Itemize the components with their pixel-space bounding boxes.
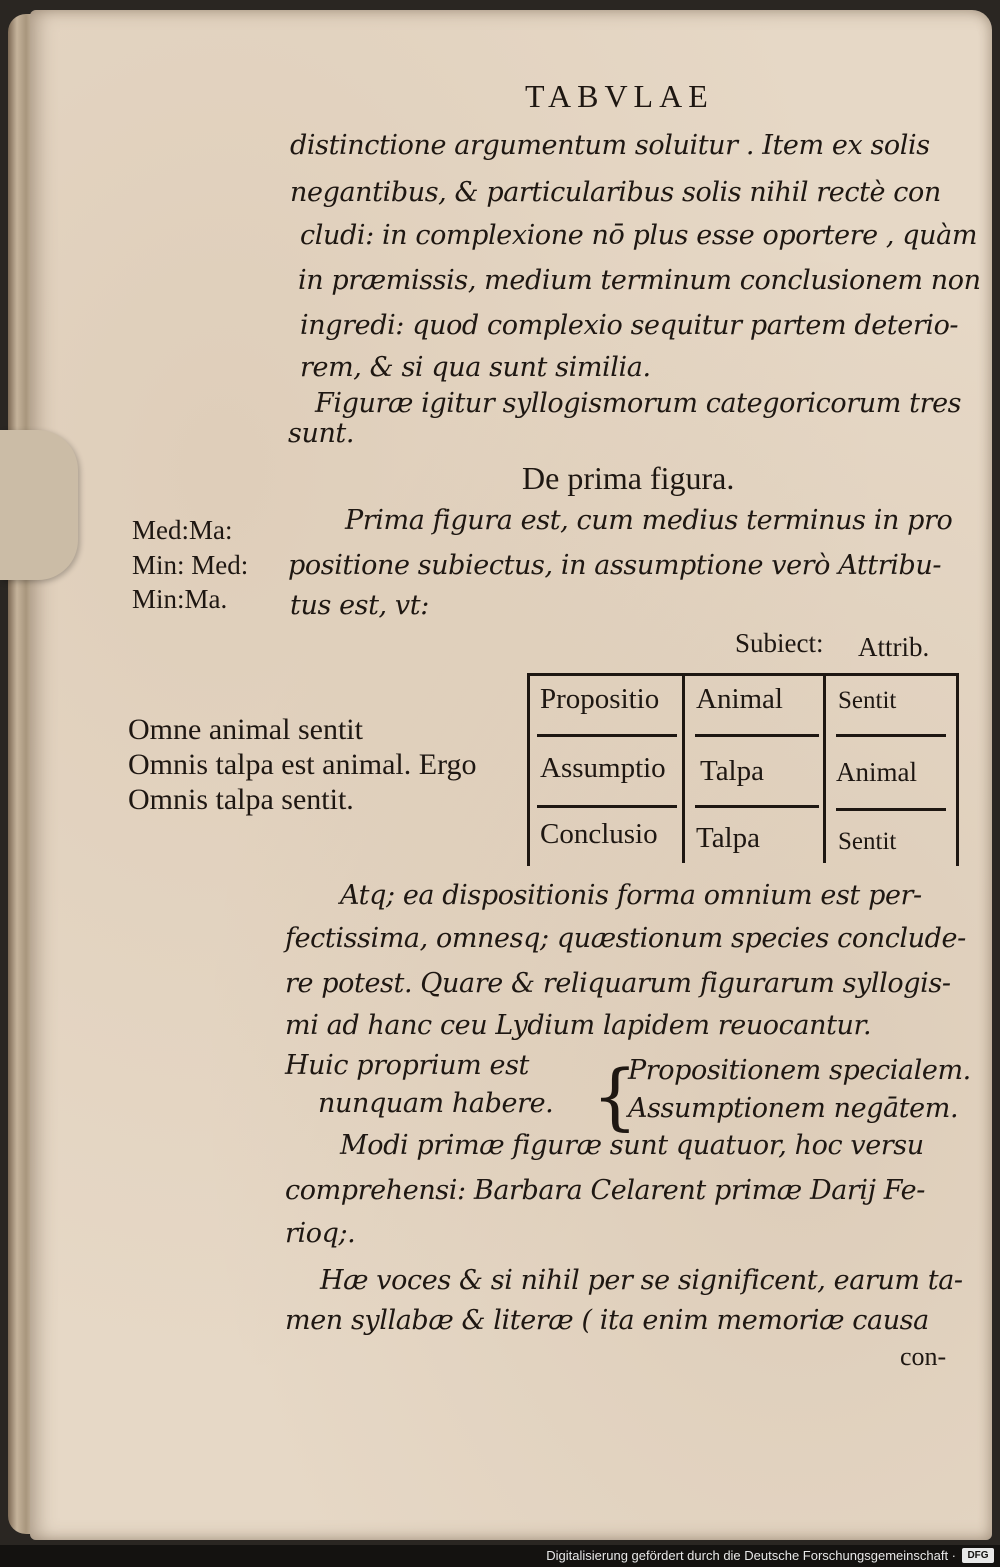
table-rule	[836, 808, 946, 811]
table-rule	[537, 805, 677, 808]
proprium-line: Propositionem specialem.	[628, 1055, 971, 1086]
body-line: ingredi: quod complexio sequitur partem deterio-	[300, 310, 959, 341]
table-cell: Animal	[836, 757, 917, 787]
table-cell: Animal	[696, 683, 783, 715]
body-line: distinctione argumentum soluitur . Item ex solis	[290, 130, 930, 161]
running-head: TABVLAE	[525, 78, 714, 114]
margin-note: Med:Ma:	[132, 515, 233, 545]
body-line: comprehensi: Barbara Celarent primæ Darij Fe-	[285, 1175, 925, 1206]
example-line: Omnis talpa est animal. Ergo	[128, 748, 477, 781]
definition-line: positione subiectus, in assumptione verò Attribu-	[288, 550, 942, 581]
table-rule	[695, 734, 819, 737]
definition-line: Prima figura est, cum medius terminus in pro	[345, 505, 953, 536]
table-divider	[823, 673, 826, 863]
page-clasp	[0, 430, 78, 580]
body-line: Hæ voces & si nihil per se significent, earum ta-	[320, 1265, 963, 1296]
margin-note: Min: Med:	[132, 550, 249, 580]
proprium-line: Assumptionem negātem.	[628, 1093, 959, 1124]
body-line: fectissima, omnesq; quæstionum species conclude-	[285, 923, 966, 954]
example-line: Omne animal sentit	[128, 713, 363, 746]
body-line: cludi: in complexione nō plus esse oportere , quàm	[300, 220, 978, 251]
body-line: Figuræ igitur syllogismorum categoricorum tres	[315, 388, 962, 419]
footer-bar	[0, 1545, 1000, 1567]
table-cell: Sentit	[838, 687, 897, 714]
body-line: re potest. Quare & reliquarum figurarum syllogis-	[285, 968, 951, 999]
proprium-line: Huic proprium est	[285, 1050, 530, 1081]
footer-credit: Digitalisierung gefördert durch die Deutsche Forschungsgemeinschaft ·	[546, 1548, 956, 1563]
table-divider	[682, 673, 685, 863]
table-cell: Propositio	[540, 683, 660, 715]
body-line: in præmissis, medium terminum conclusionem non	[298, 265, 981, 296]
table-cell: Talpa	[696, 822, 760, 854]
table-rule	[695, 805, 819, 808]
body-line: rioq;.	[285, 1218, 356, 1249]
proprium-line: nunquam habere.	[318, 1088, 554, 1119]
dfg-logo: DFG	[962, 1548, 994, 1563]
definition-line: tus est, vt:	[290, 590, 429, 621]
body-line: rem, & si qua sunt similia.	[300, 352, 651, 383]
body-line: Atq; ea dispositionis forma omnium est per-	[340, 880, 922, 911]
table-rule	[537, 734, 677, 737]
table-cell: Talpa	[700, 755, 764, 787]
body-line: negantibus, & particularibus solis nihil rectè con	[290, 177, 941, 208]
table-cell: Sentit	[838, 828, 897, 855]
table-cell: Conclusio	[540, 818, 658, 850]
table-header-subject: Subiect:	[735, 628, 824, 658]
body-line: sunt.	[288, 418, 355, 449]
body-line: men syllabæ & literæ ( ita enim memoriæ causa	[285, 1305, 929, 1336]
body-line: mi ad hanc ceu Lydium lapidem reuocantur.	[285, 1010, 872, 1041]
example-line: Omnis talpa sentit.	[128, 783, 354, 816]
table-header-attrib: Attrib.	[858, 632, 930, 662]
table-cell: Assumptio	[540, 752, 666, 784]
margin-note: Min:Ma.	[132, 584, 228, 614]
table-rule	[836, 734, 946, 737]
body-line: Modi primæ figuræ sunt quatuor, hoc versu	[340, 1130, 924, 1161]
brace-symbol: {	[592, 1054, 638, 1138]
catchword: con-	[900, 1342, 947, 1371]
section-title: De prima figura.	[522, 460, 735, 496]
